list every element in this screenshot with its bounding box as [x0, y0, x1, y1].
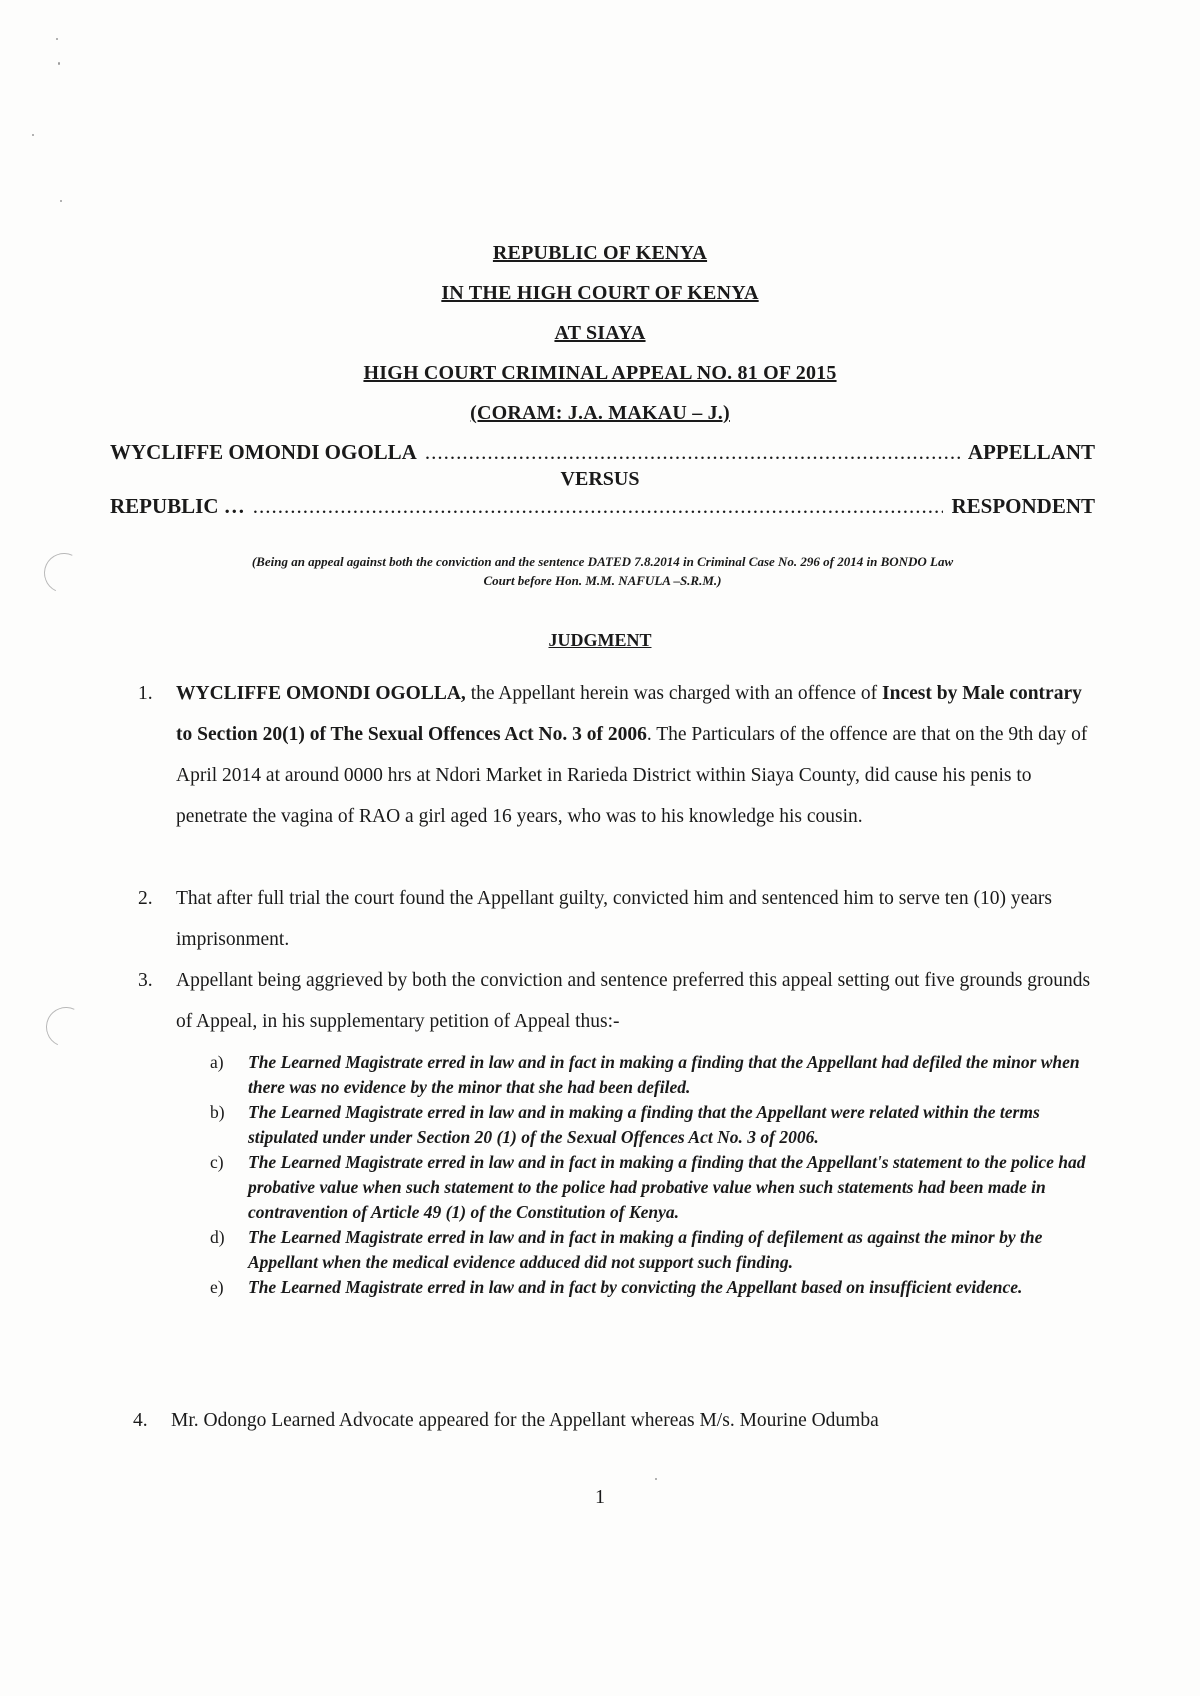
paragraph-text: the Appellant herein was charged with an offence of [465, 683, 883, 704]
ground-letter: d) [210, 1227, 225, 1247]
appellant-row [110, 440, 1095, 465]
caption-line: Court before Hon. M.M. NAFULA –S.R.M.) [483, 573, 722, 588]
ground-letter: c) [210, 1152, 224, 1172]
ground-letter: e) [210, 1277, 224, 1297]
scan-speck [60, 200, 62, 202]
ground-letter: b) [210, 1102, 225, 1122]
respondent-row [110, 494, 1095, 519]
header-case-number: HIGH COURT CRIMINAL APPEAL NO. 81 OF 2015 [363, 362, 837, 384]
header-coram: (CORAM: J.A. MAKAU – J.) [470, 402, 730, 424]
leader-dots [253, 494, 944, 519]
charge-bold: Incest by Male contrary to Section 20(1) of The Sexual Offences Act No. 3 of 2006 [176, 683, 1082, 745]
appeal-caption [110, 552, 1095, 590]
header-location: AT SIAYA [554, 322, 646, 344]
scan-speck [58, 62, 60, 65]
ground-item [210, 1225, 1100, 1275]
leader-dots [425, 440, 960, 465]
grounds-of-appeal-list [210, 1050, 1100, 1300]
paragraph-body: Mr. Odongo Learned Advocate appeared for the Appellant whereas M/s. Mourine Odumba [171, 1410, 879, 1431]
ground-text: The Learned Magistrate erred in law and in fact in making a finding of defilement as against the minor by the Appellant when the medical evidence adduced did not support such finding. [248, 1227, 1043, 1272]
appellant-name: WYCLIFFE OMONDI OGOLLA [110, 440, 417, 464]
caption-line: (Being an appeal against both the conviction and the sentence DATED 7.8.2014 in Criminal Case No. 296 of 2014 in BONDO Law [251, 554, 954, 569]
paragraph-text: . The Particulars of the offence are that on the 9th day of April 2014 at around 0000 hrs at Ndori Market in Rarieda District within Siaya County, did cause his penis to penetrate the vagina of RAO a girl aged 16 years, who was to his knowledge his cousin. [176, 724, 1088, 827]
scan-speck [32, 134, 34, 136]
paragraph-number: 4. [133, 1410, 148, 1431]
ground-text: The Learned Magistrate erred in law and in making a finding that the Appellant were related within the terms stipulated under under Section 20 (1) of the Sexual Offences Act No. 3 of 2006. [248, 1102, 1040, 1147]
paragraph-body: That after full trial the court found the Appellant guilty, convicted him and sentenced him to serve ten (10) years imprisonment. [176, 888, 1052, 950]
respondent-role: RESPONDENT [951, 494, 1095, 518]
scan-speck [56, 38, 58, 40]
paragraph-number: 3. [138, 970, 153, 991]
ground-text: The Learned Magistrate erred in law and in fact in making a finding that the Appellant had defiled the minor when there was no evidence by the minor that she had been defiled. [248, 1052, 1080, 1097]
punch-hole-mark [38, 547, 89, 598]
ground-item [210, 1150, 1100, 1225]
paragraph-1 [138, 673, 1098, 837]
paragraph-body [176, 673, 1098, 837]
paragraph-number: 2. [138, 888, 153, 909]
punch-hole-mark [40, 1001, 91, 1052]
versus-label: VERSUS [560, 468, 640, 490]
appellant-name-bold: WYCLIFFE OMONDI OGOLLA, [176, 683, 466, 704]
respondent-name: REPUBLIC … [110, 494, 245, 518]
ground-text: The Learned Magistrate erred in law and in fact in making a finding that the Appellant's statement to the police had probative value when such statement to the police had probative value when such statements had been made in contravention of Article 49 (1) of the Constitution of Kenya. [248, 1152, 1086, 1222]
paragraph-4 [133, 1400, 1093, 1441]
header-court: IN THE HIGH COURT OF KENYA [441, 282, 759, 304]
header-republic: REPUBLIC OF KENYA [492, 242, 708, 264]
ground-letter: a) [210, 1052, 224, 1072]
ground-item [210, 1100, 1100, 1150]
scan-speck [655, 1478, 657, 1480]
judgment-title: JUDGMENT [548, 630, 652, 650]
paragraph-2 [138, 878, 1098, 960]
paragraph-body: Appellant being aggrieved by both the conviction and sentence preferred this appeal setting out five grounds grounds of Appeal, in his supplementary petition of Appeal thus:- [176, 970, 1091, 1032]
ground-item [210, 1050, 1100, 1100]
ground-text: The Learned Magistrate erred in law and in fact by convicting the Appellant based on insufficient evidence. [248, 1277, 1023, 1297]
appellant-role: APPELLANT [967, 440, 1095, 464]
paragraph-number: 1. [138, 683, 153, 704]
paragraph-3 [138, 960, 1098, 1042]
ground-item [210, 1275, 1100, 1300]
page-number: 1 [595, 1486, 605, 1508]
